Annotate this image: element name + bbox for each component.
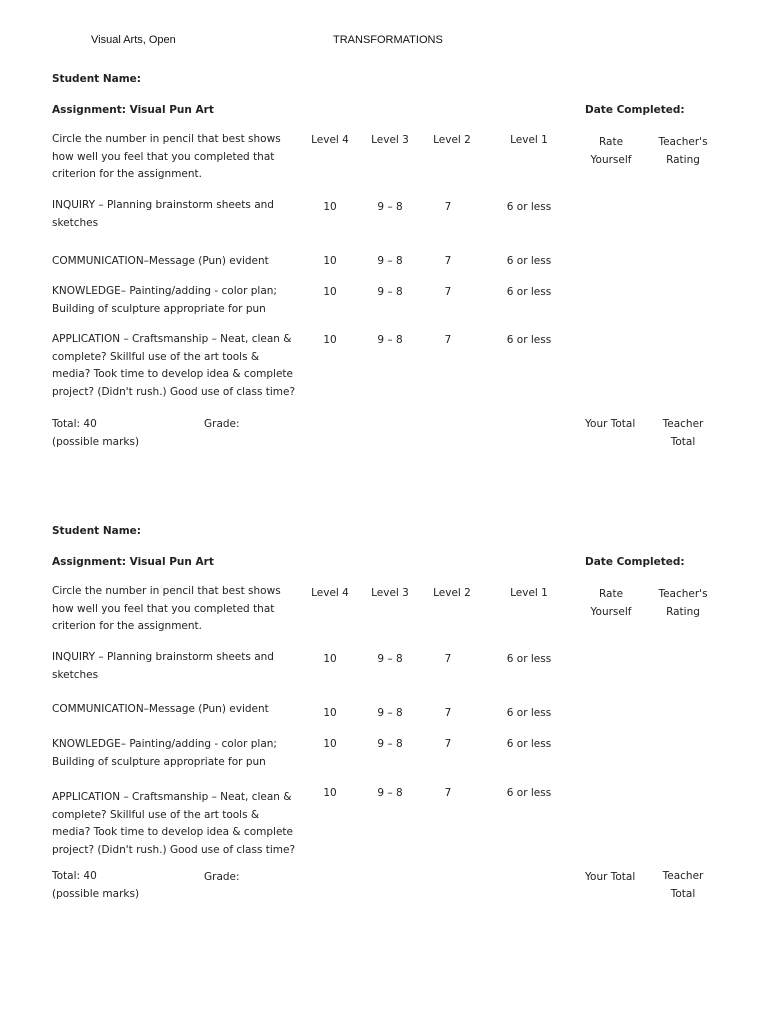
column-header-rate-yourself: Rate Yourself	[590, 136, 632, 166]
column-header-level-3: Level 3	[371, 134, 409, 146]
level-1-value[interactable]: 6 or less	[506, 707, 552, 719]
column-header-level-1: Level 1	[510, 134, 548, 146]
criterion-label: APPLICATION – Craftsmanship – Neat, clean & complete? Skillful use of the art tools & media? Took time to develop idea & complete project? (Didn't rush.) Good use of class time?	[52, 791, 296, 856]
column-header-teacher-rating: Teacher's Rating	[658, 588, 708, 618]
level-3-value[interactable]: 9 – 8	[377, 787, 403, 799]
grade-label: Grade:	[204, 418, 240, 430]
level-3-value[interactable]: 9 – 8	[377, 286, 403, 298]
level-1-value[interactable]: 6 or less	[506, 201, 552, 213]
criterion-label: INQUIRY – Planning brainstorm sheets and sketches	[52, 651, 274, 681]
column-header-level-4: Level 4	[311, 587, 349, 599]
level-4-value[interactable]: 10	[323, 738, 337, 750]
level-4-value[interactable]: 10	[323, 286, 337, 298]
criterion-label: COMMUNICATION–Message (Pun) evident	[52, 255, 269, 267]
level-3-value[interactable]: 9 – 8	[377, 201, 403, 213]
column-header-level-3: Level 3	[371, 587, 409, 599]
level-2-value[interactable]: 7	[444, 707, 452, 719]
level-2-value[interactable]: 7	[444, 201, 452, 213]
teacher-total-label: Teacher Total	[662, 870, 704, 900]
instructions-text: Circle the number in pencil that best shows how well you feel that you completed that criterion for the assignment.	[52, 585, 281, 632]
total-possible-label: Total: 40 (possible marks)	[52, 870, 140, 900]
your-total-label: Your Total	[585, 871, 636, 883]
column-header-level-4: Level 4	[311, 134, 349, 146]
assignment-label: Assignment: Visual Pun Art	[52, 104, 214, 116]
level-1-value[interactable]: 6 or less	[506, 738, 552, 750]
level-4-value[interactable]: 10	[323, 787, 337, 799]
level-3-value[interactable]: 9 – 8	[377, 707, 403, 719]
column-header-teacher-rating: Teacher's Rating	[658, 136, 708, 166]
student-name-label: Student Name:	[52, 525, 141, 537]
level-4-value[interactable]: 10	[323, 255, 337, 267]
total-possible-label: Total: 40 (possible marks)	[52, 418, 140, 448]
level-2-value[interactable]: 7	[444, 334, 452, 346]
level-2-value[interactable]: 7	[444, 738, 452, 750]
teacher-total-label: Teacher Total	[662, 418, 704, 448]
instructions-text: Circle the number in pencil that best shows how well you feel that you completed that criterion for the assignment.	[52, 133, 281, 180]
criterion-label: KNOWLEDGE– Painting/adding - color plan; Building of sculpture appropriate for pun	[52, 738, 277, 768]
student-name-label: Student Name:	[52, 73, 141, 85]
column-header-level-2: Level 2	[433, 587, 471, 599]
criterion-label: COMMUNICATION–Message (Pun) evident	[52, 703, 269, 715]
level-2-value[interactable]: 7	[444, 255, 452, 267]
level-1-value[interactable]: 6 or less	[506, 286, 552, 298]
criterion-label: KNOWLEDGE– Painting/adding - color plan; Building of sculpture appropriate for pun	[52, 285, 277, 315]
criterion-label: APPLICATION – Craftsmanship – Neat, clean & complete? Skillful use of the art tools & media? Took time to develop idea & complete project? (Didn't rush.) Good use of class time?	[52, 333, 296, 398]
level-3-value[interactable]: 9 – 8	[377, 653, 403, 665]
level-1-value[interactable]: 6 or less	[506, 787, 552, 799]
level-3-value[interactable]: 9 – 8	[377, 738, 403, 750]
level-2-value[interactable]: 7	[444, 787, 452, 799]
level-1-value[interactable]: 6 or less	[506, 255, 552, 267]
criterion-label: INQUIRY – Planning brainstorm sheets and sketches	[52, 199, 274, 229]
level-1-value[interactable]: 6 or less	[506, 334, 552, 346]
grade-label: Grade:	[204, 871, 240, 883]
level-1-value[interactable]: 6 or less	[506, 653, 552, 665]
column-header-level-1: Level 1	[510, 587, 548, 599]
level-4-value[interactable]: 10	[323, 334, 337, 346]
date-completed-label: Date Completed:	[585, 104, 685, 116]
level-4-value[interactable]: 10	[323, 707, 337, 719]
level-2-value[interactable]: 7	[444, 286, 452, 298]
level-4-value[interactable]: 10	[323, 201, 337, 213]
date-completed-label: Date Completed:	[585, 556, 685, 568]
level-2-value[interactable]: 7	[444, 653, 452, 665]
level-3-value[interactable]: 9 – 8	[377, 334, 403, 346]
assignment-label: Assignment: Visual Pun Art	[52, 556, 214, 568]
course-title: Visual Arts, Open	[91, 34, 176, 46]
level-4-value[interactable]: 10	[323, 653, 337, 665]
your-total-label: Your Total	[585, 418, 636, 430]
document-title: TRANSFORMATIONS	[333, 34, 443, 46]
column-header-level-2: Level 2	[433, 134, 471, 146]
column-header-rate-yourself: Rate Yourself	[590, 588, 632, 618]
level-3-value[interactable]: 9 – 8	[377, 255, 403, 267]
